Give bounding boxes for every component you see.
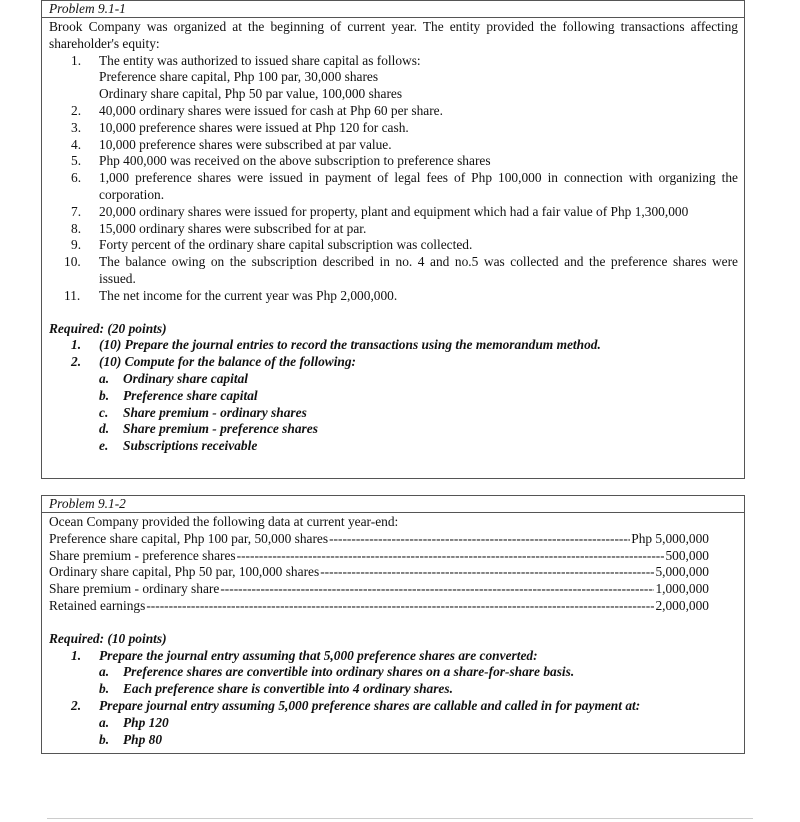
required-item: 1. Prepare the journal entry assuming that 5,000 preference shares are converted: xyxy=(71,647,538,663)
transaction-item: 10. The balance owing on the subscription described in no. 4 and no.5 was collected and the preference shares were issued. xyxy=(64,254,738,286)
transaction-list xyxy=(49,53,738,305)
required-heading: Required: (20 points) xyxy=(49,320,167,336)
account-list xyxy=(49,531,738,615)
required-item: 2. Prepare journal entry assuming 5,000 preference shares are callable and called in for payment at: xyxy=(71,697,641,713)
call-price-list xyxy=(49,715,738,749)
transaction-item: 11. The net income for the current year was Php 2,000,000. xyxy=(64,287,398,303)
balance-list xyxy=(49,371,738,455)
conversion-item: b. Each preference share is convertible into 4 ordinary shares. xyxy=(99,681,453,697)
problem-intro: Brook Company was organized at the beginning of current year. The entity provided the following transactions affecting shareholder's equity: xyxy=(49,19,738,51)
transaction-item: 8. 15,000 ordinary shares were subscribed for at par. xyxy=(71,220,367,236)
account-row: Share premium - ordinary share ----- 1,000,000 xyxy=(49,581,709,598)
balance-item: e. Subscriptions receivable xyxy=(99,438,258,454)
problem-content xyxy=(42,513,744,748)
call-price-item: b. Php 80 xyxy=(99,731,163,747)
account-row: Retained earnings ----- 2,000,000 xyxy=(49,598,709,615)
transaction-item: 5. Php 400,000 was received on the above subscription to preference shares xyxy=(71,153,491,169)
transaction-item: 6. 1,000 preference shares were issued in payment of legal fees of Php 100,000 in connection with organizing the corporation. xyxy=(71,170,738,202)
transaction-item: 1. The entity was authorized to issued share capital as follows: Preference share capital, Php 100 par, 30,000 shares Ordinary share capital, Php 50 par value, 100,000 shares xyxy=(71,52,421,102)
problem-9-1-1-box xyxy=(41,0,745,479)
required-list xyxy=(49,648,738,665)
account-row: Ordinary share capital, Php 50 par, 100,000 shares ----- 5,000,000 xyxy=(49,564,709,581)
problem-title: Problem 9.1-2 xyxy=(42,496,744,513)
required-heading: Required: (10 points) xyxy=(49,630,167,646)
required-list xyxy=(49,337,738,371)
required-item: 2. (10) Compute for the balance of the following: xyxy=(71,354,357,370)
conversion-item: a. Preference shares are convertible into ordinary shares on a share-for-share basis. xyxy=(99,664,575,680)
balance-item: a. Ordinary share capital xyxy=(99,370,248,386)
transaction-item: 9. Forty percent of the ordinary share capital subscription was collected. xyxy=(71,237,473,253)
problem-intro: Ocean Company provided the following data at current year-end: xyxy=(49,514,399,529)
required-item: 1. (10) Prepare the journal entries to record the transactions using the memorandum method. xyxy=(71,337,601,353)
problem-9-1-2-box xyxy=(41,495,745,754)
balance-item: d. Share premium - preference shares xyxy=(99,421,318,437)
balance-item: c. Share premium - ordinary shares xyxy=(99,404,307,420)
transaction-item: 7. 20,000 ordinary shares were issued for property, plant and equipment which had a fair value of Php 1,300,000 xyxy=(71,203,689,219)
call-price-item: a. Php 120 xyxy=(99,714,169,730)
transaction-item: 4. 10,000 preference shares were subscribed at par value. xyxy=(71,136,392,152)
problem-content xyxy=(42,18,744,455)
account-row: Share premium - preference shares ----- 500,000 xyxy=(49,548,709,565)
account-row: Preference share capital, Php 100 par, 50,000 shares ----- Php 5,000,000 xyxy=(49,531,709,548)
conversion-list xyxy=(49,664,738,698)
transaction-item: 3. 10,000 preference shares were issued at Php 120 for cash. xyxy=(71,119,409,135)
required-list xyxy=(49,698,738,715)
page-divider xyxy=(47,818,753,819)
transaction-item: 2. 40,000 ordinary shares were issued for cash at Php 60 per share. xyxy=(71,102,443,118)
balance-item: b. Preference share capital xyxy=(99,387,258,403)
problem-title: Problem 9.1-1 xyxy=(42,1,744,18)
